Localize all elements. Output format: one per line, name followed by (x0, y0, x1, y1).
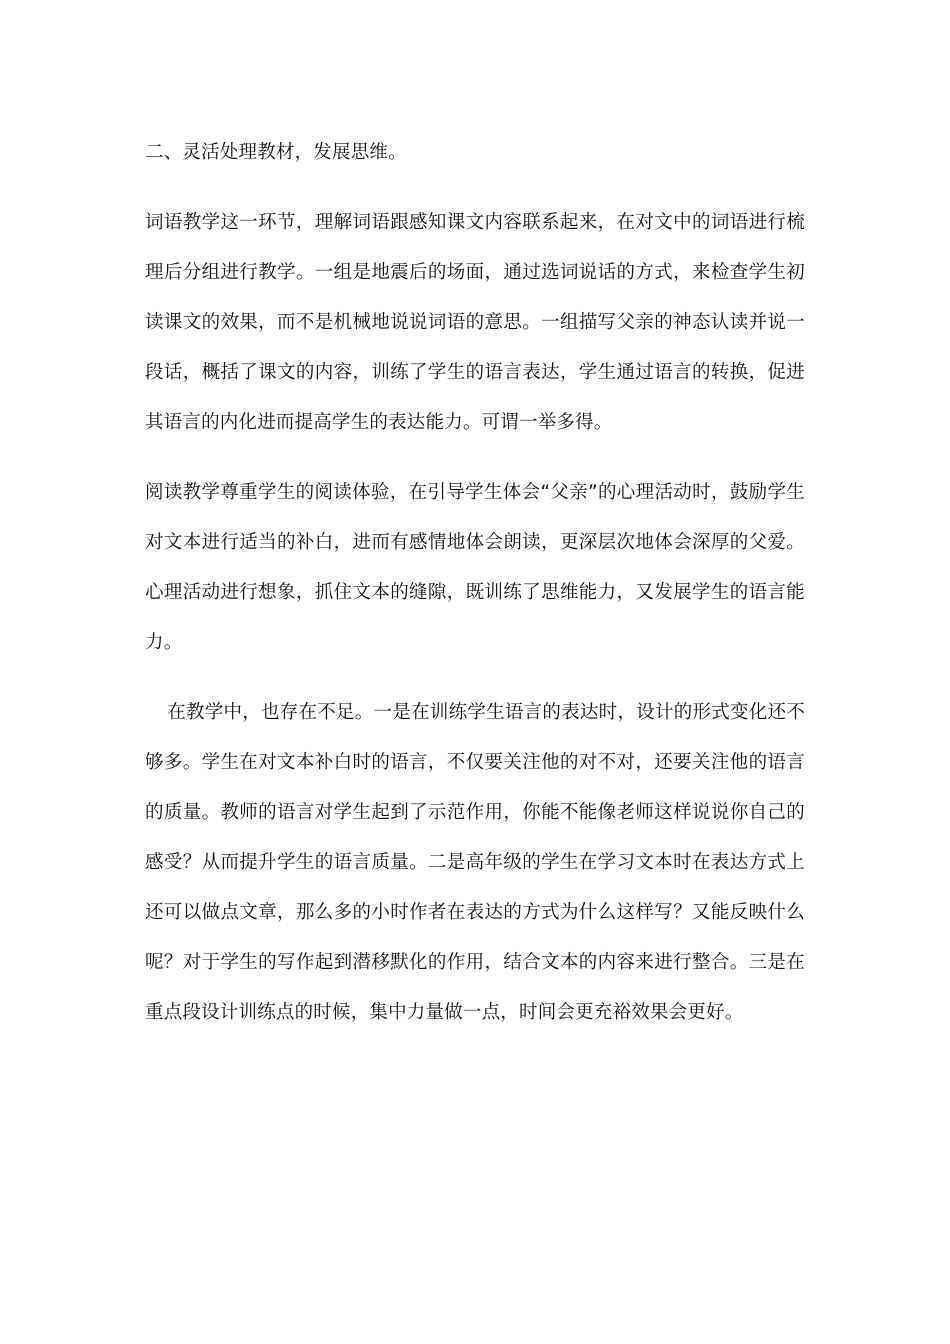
paragraph-vocabulary-teaching: 词语教学这一环节，理解词语跟感知课文内容联系起来，在对文中的词语进行梳理后分组进行教学。一组是地震后的场面，通过选词说话的方式，来检查学生初读课文的效果，而不是机械地说说词语的意思。一组描写父亲的神态认读并说一段话，概括了课文的内容，训练了学生的语言表达，学生通过语言的转换，促进其语言的内化进而提高学生的表达能力。可谓一举多得。 (145, 212, 805, 433)
paragraph-reading-teaching: 阅读教学尊重学生的阅读体验，在引导学生体会“父亲”的心理活动时，鼓励学生对文本进行适当的补白，进而有感情地体会朗读，更深层次地体会深厚的父爱。心理活动进行想象，抓住文本的缝隙，既训练了思维能力，又发展学生的语言能力。 (145, 482, 805, 653)
paragraph-shortcomings: 在教学中，也存在不足。一是在训练学生语言的表达时，设计的形式变化还不够多。学生在对文本补白时的语言，不仅要关注他的对不对，还要关注他的语言的质量。教师的语言对学生起到了示范作用，你能不能像老师这样说说你自己的感受？从而提升学生的语言质量。二是高年级的学生在学习文本时在表达方式上还可以做点文章，那么多的小时作者在表达的方式为什么这样写？又能反映什么呢？对于学生的写作起到潜移默化的作用，结合文本的内容来进行整合。三是在重点段设计训练点的时候，集中力量做一点，时间会更充裕效果会更好。 (145, 702, 805, 1023)
document-body (145, 128, 805, 1058)
section-heading: 二、灵活处理教材，发展思维。 (145, 142, 407, 163)
